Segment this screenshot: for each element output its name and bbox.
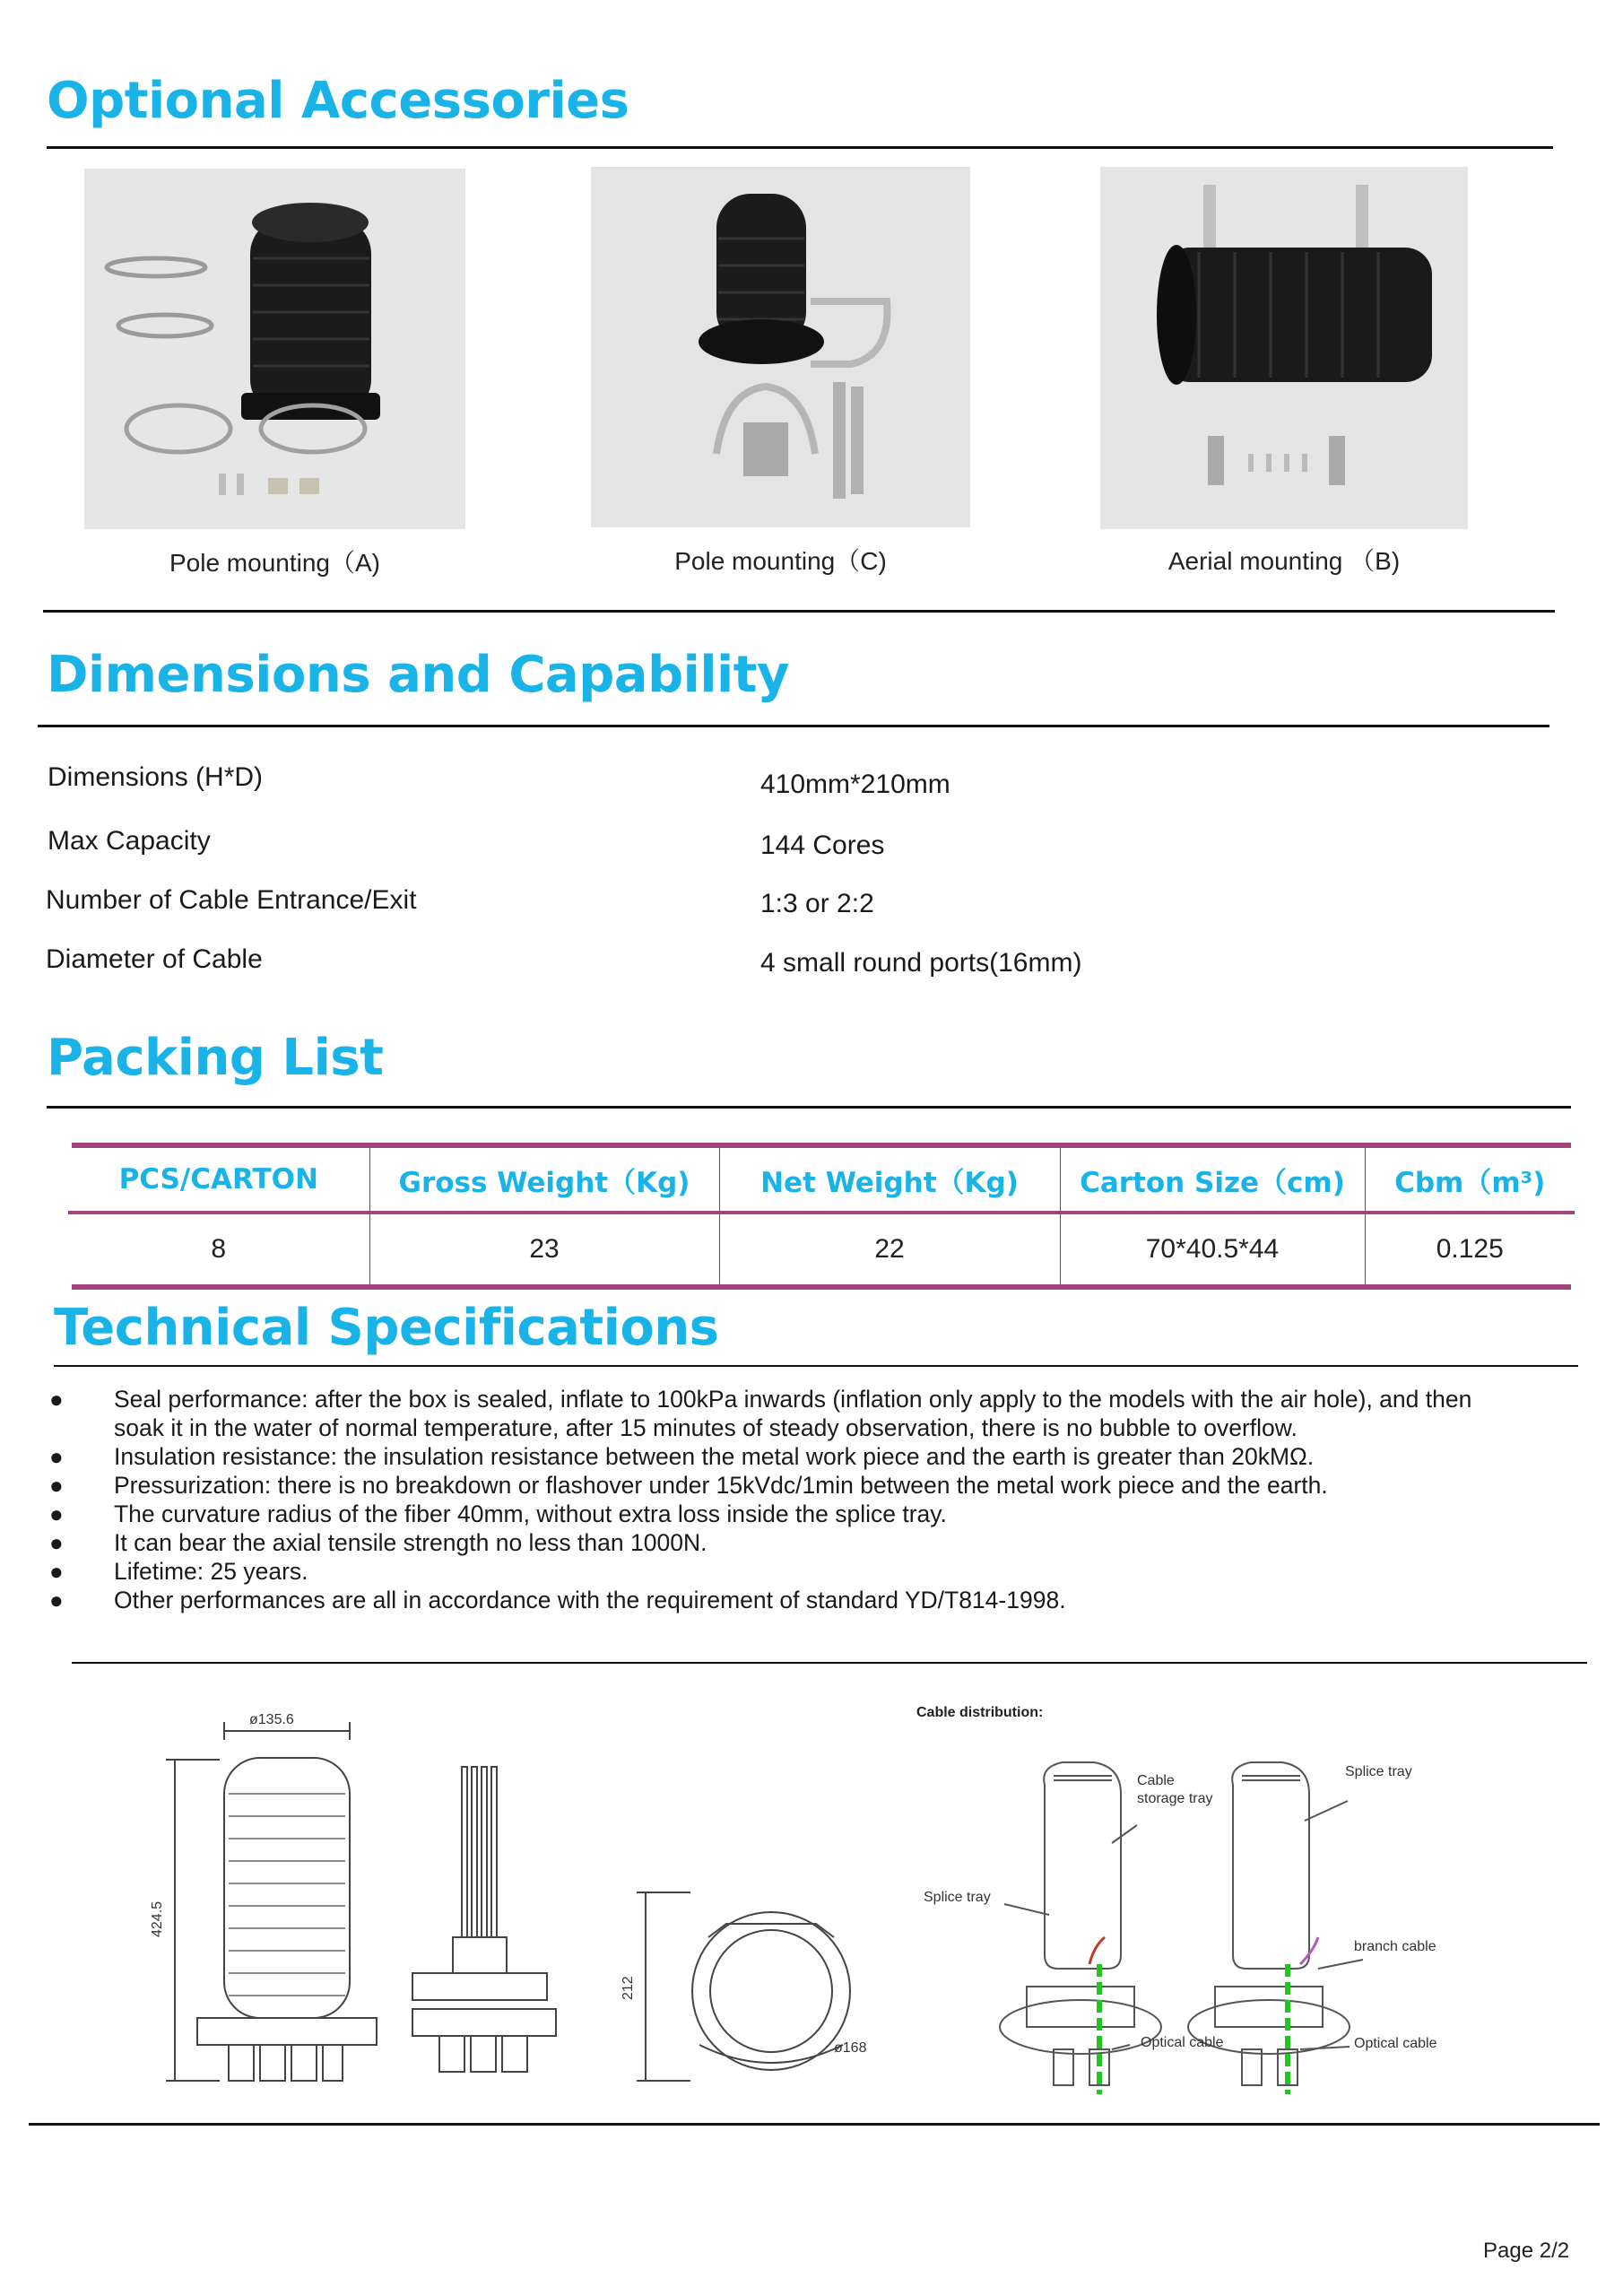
cable-distribution-diagram xyxy=(897,1695,1471,2117)
spec-text: Other performances are all in accordance with the requirement of standard YD/T814-1998. xyxy=(114,1587,1066,1613)
spec-item xyxy=(49,1586,1520,1614)
spec-item xyxy=(49,1471,1520,1500)
bullet-icon: ● xyxy=(49,1443,64,1470)
packing-table-row xyxy=(68,1213,1575,1284)
packing-header-gross-weight: Gross Weight（Kg) xyxy=(369,1148,719,1213)
cable-diameter-value: 4 small round ports(16mm) xyxy=(760,948,1082,978)
bullet-icon: ● xyxy=(49,1472,64,1499)
spec-item xyxy=(49,1442,1520,1471)
spec-text: It can bear the axial tensile strength no less than 1000N. xyxy=(114,1529,707,1556)
optical-cable-label-left: Optical cable xyxy=(1141,2035,1224,2050)
dimension-value: 410mm*210mm xyxy=(760,770,950,799)
section-title-specs: Technical Specifications xyxy=(54,1299,719,1357)
pole-mounting-a-photo xyxy=(84,169,465,529)
bullet-icon: ● xyxy=(49,1386,64,1413)
section-title-packing: Packing List xyxy=(47,1029,384,1087)
accessory-caption-a: Pole mounting（A) xyxy=(169,549,380,577)
section-title-accessories: Optional Accessories xyxy=(47,72,629,130)
capacity-value: 144 Cores xyxy=(760,831,885,860)
spec-item xyxy=(49,1500,1520,1528)
spec-item xyxy=(49,1528,1520,1557)
cable-distribution-title: Cable distribution: xyxy=(916,1705,1044,1720)
section-divider xyxy=(38,725,1549,727)
packing-header-pcs: PCS/CARTON xyxy=(118,1163,318,1196)
packing-cell-carton-size: 70*40.5*44 xyxy=(1060,1213,1365,1284)
pole-mounting-c-photo xyxy=(591,167,970,527)
cable-entrance-label: Number of Cable Entrance/Exit xyxy=(46,885,417,915)
bullet-icon: ● xyxy=(49,1558,64,1585)
aerial-mounting-b-photo xyxy=(1100,167,1468,529)
page-bottom-divider xyxy=(29,2123,1600,2126)
accessory-caption-b: Aerial mounting （B) xyxy=(1167,547,1401,575)
packing-header-carton-size: Carton Size（cm) xyxy=(1060,1148,1365,1213)
packing-header-cbm: Cbm（m³) xyxy=(1365,1148,1575,1213)
packing-cell-net-weight: 22 xyxy=(719,1213,1060,1284)
bullet-icon: ● xyxy=(49,1529,64,1556)
cable-entrance-value: 1:3 or 2:2 xyxy=(760,889,874,918)
section-title-dimensions: Dimensions and Capability xyxy=(47,646,790,704)
section-divider xyxy=(47,146,1553,149)
section-divider xyxy=(54,1365,1578,1367)
width-dimension: ø135.6 xyxy=(249,1712,294,1727)
cable-storage-tray-label: Cable xyxy=(1137,1773,1175,1788)
packing-header-net-weight: Net Weight（Kg) xyxy=(719,1148,1060,1213)
section-divider xyxy=(72,1662,1587,1664)
spec-text: Pressurization: there is no breakdown or flashover under 15kVdc/1min between the metal work piece and the earth. xyxy=(114,1472,1328,1499)
packing-table xyxy=(68,1148,1575,1284)
cable-diameter-label: Diameter of Cable xyxy=(46,944,263,974)
table-bottom-border xyxy=(72,1284,1571,1290)
spec-text: Insulation resistance: the insulation resistance between the metal work piece and the earth is greater than 20kMΩ. xyxy=(114,1443,1315,1470)
packing-cell-pcs: 8 xyxy=(211,1234,227,1264)
packing-cell-gross-weight: 23 xyxy=(369,1213,719,1284)
spec-text: Lifetime: 25 years. xyxy=(114,1558,308,1585)
section-divider xyxy=(47,1106,1571,1109)
accessory-caption-c: Pole mounting（C) xyxy=(674,547,887,575)
bullet-icon: ● xyxy=(49,1500,64,1527)
page-number: Page 2/2 xyxy=(1483,2239,1570,2263)
technical-drawing xyxy=(143,1704,915,2117)
base-height-dimension: 212 xyxy=(621,1976,636,2000)
branch-cable-label: branch cable xyxy=(1354,1939,1436,1954)
spec-item xyxy=(49,1385,1520,1442)
capacity-label: Max Capacity xyxy=(48,826,211,856)
splice-tray-label-right: Splice tray xyxy=(1345,1764,1412,1779)
spec-item xyxy=(49,1557,1520,1586)
section-divider xyxy=(43,610,1555,613)
spec-text: Seal performance: after the box is sealed, inflate to 100kPa inwards (inflation only apply to the models with the air hole), and then soak it in the water of normal temperature, after 15 minutes of steady observation, there is no bubble to overflow. xyxy=(114,1386,1472,1441)
optical-cable-label-right: Optical cable xyxy=(1354,2036,1437,2051)
spec-text: The curvature radius of the fiber 40mm, without extra loss inside the splice tray. xyxy=(114,1500,947,1527)
splice-tray-label-left: Splice tray xyxy=(924,1890,991,1905)
packing-table-header-row xyxy=(68,1148,1575,1213)
spec-list xyxy=(49,1385,1520,1614)
cable-storage-tray-label-2: storage tray xyxy=(1137,1791,1213,1806)
bullet-icon: ● xyxy=(49,1587,64,1613)
packing-cell-cbm: 0.125 xyxy=(1365,1213,1575,1284)
height-dimension: 424.5 xyxy=(150,1900,165,1937)
dimension-label: Dimensions (H*D) xyxy=(48,762,264,792)
base-diameter-dimension: ø168 xyxy=(834,2040,867,2056)
